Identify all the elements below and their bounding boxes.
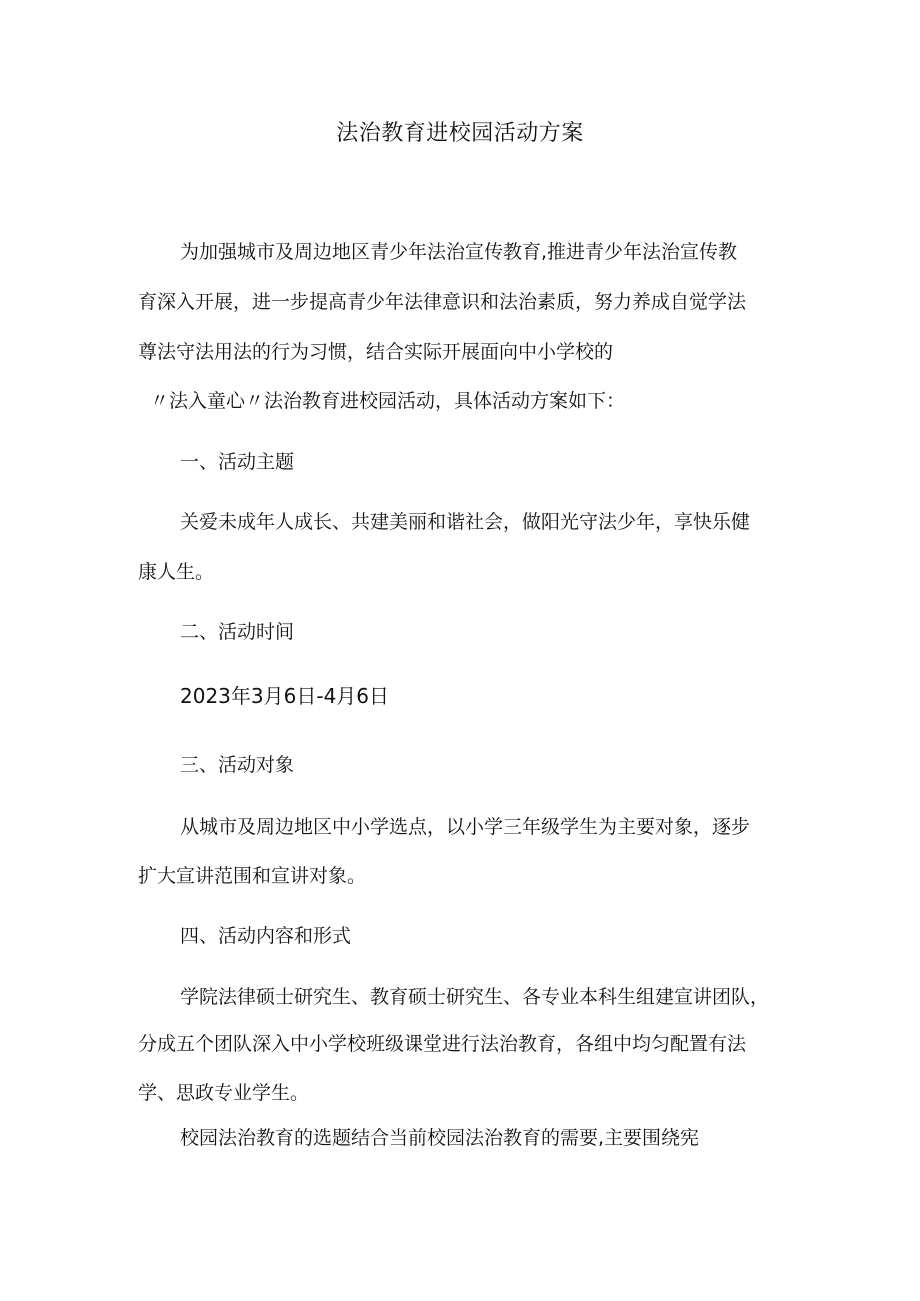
section4-para1-line-1: 学院法律硕士研究生、教育硕士研究生、各专业本科生组建宣讲团队， (180, 986, 770, 1008)
section3-heading: 三、活动对象 (180, 754, 295, 776)
section1-line-1: 关爱未成年人成长、共建美丽和谐社会，做阳光守法少年，享快乐健 (180, 511, 751, 533)
intro-line-1: 为加强城市及周边地区青少年法治宣传教育,推进青少年法治宣传教 (180, 241, 738, 263)
section4-para1-line-3: 学、思政专业学生。 (138, 1082, 310, 1104)
intro-line-2: 育深入开展，进一步提高青少年法律意识和法治素质，努力养成自觉学法 (138, 291, 747, 313)
section3-line-2: 扩大宣讲范围和宣讲对象。 (138, 865, 367, 887)
section4-para2-line-1: 校园法治教育的选题结合当前校园法治教育的需要,主要围绕宪 (180, 1127, 700, 1149)
section4-para1-line-2: 分成五个团队深入中小学校班级课堂进行法治教育，各组中均匀配置有法 (138, 1033, 747, 1055)
section1-line-2: 康人生。 (138, 561, 215, 583)
section2-heading: 二、活动时间 (180, 621, 295, 643)
section1-heading: 一、活动主题 (180, 451, 295, 473)
intro-line-3: 尊法守法用法的行为习惯，结合实际开展面向中小学校的 (138, 341, 614, 363)
intro-line-4: 〃法入童心〃法治教育进校园活动，具体活动方案如下： (150, 390, 626, 412)
document-title: 法治教育进校园活动方案 (336, 121, 584, 146)
section3-line-1: 从城市及周边地区中小学选点，以小学三年级学生为主要对象，逐步 (180, 816, 751, 838)
section2-date: 2023年3月6日-4月6日 (180, 684, 390, 708)
section4-heading: 四、活动内容和形式 (180, 925, 352, 947)
